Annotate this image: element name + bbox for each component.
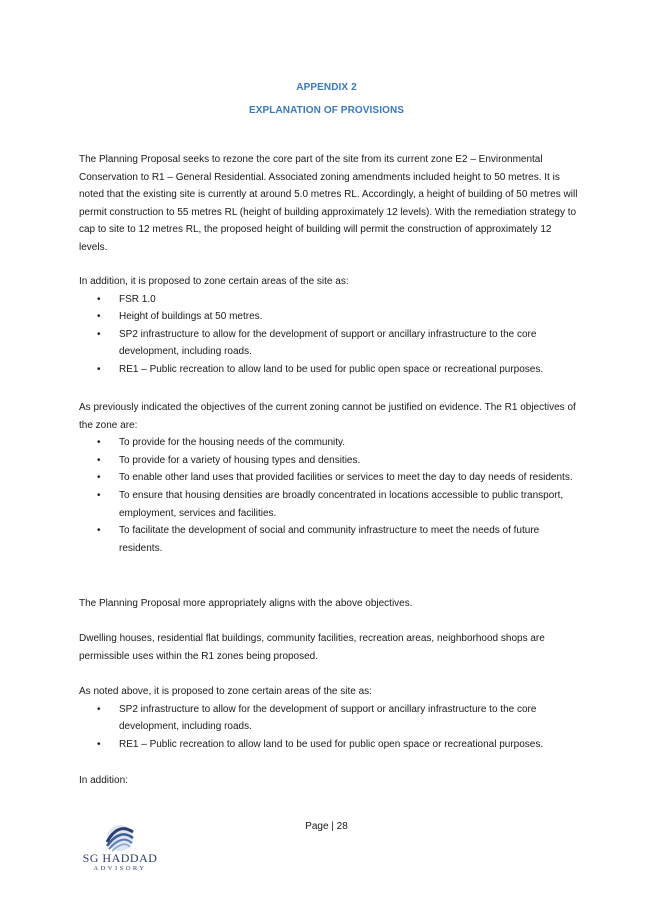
logo-main-text: SG HADDAD [82, 851, 158, 865]
list-item [79, 522, 579, 557]
appendix-heading: APPENDIX 2 [296, 82, 357, 93]
list-item [79, 308, 579, 326]
bullet-list-3 [79, 701, 579, 754]
bullet-icon: • [97, 703, 101, 715]
paragraph-text: As noted above, it is proposed to zone certain areas of the site as: [79, 686, 372, 697]
logo-wordmark [80, 852, 160, 873]
paragraph-text: Dwelling houses, residential flat buildings, community facilities, recreation areas, neighborhood shops are permissible uses within the R1 zones being proposed. [79, 633, 545, 662]
list-item [79, 469, 579, 487]
bullet-icon: • [97, 454, 101, 466]
bullet-list-1 [79, 291, 579, 379]
section-title: EXPLANATION OF PROVISIONS [248, 105, 405, 116]
list-item [79, 291, 579, 309]
list-item [79, 487, 579, 522]
list-item [79, 736, 579, 754]
paragraph-text: The Planning Proposal seeks to rezone the core part of the site from its current zone E2 – Environmental Conservation to R1 – General Residential. Associated zoning amendments included height to 50 metres. It is noted that the existing site is currently at around 5.0 metres RL. Accordingly, a height of building of 50 metres will permit construction to 55 metres RL (height of building approximately 12 levels). With the remediation strategy to cap to site to 12 metres RL, the proposed height of building will permit the construction of approximately 12 levels. [79, 154, 578, 253]
paragraph-2-block [79, 273, 579, 379]
paragraph-4 [79, 595, 579, 613]
list-item [79, 326, 579, 361]
paragraph-text: As previously indicated the objectives of the current zoning cannot be justified on evidence. The R1 objectives of the zone are: [79, 402, 576, 431]
bullet-icon: • [97, 472, 101, 484]
list-item [79, 361, 579, 379]
list-item-text: To enable other land uses that provided facilities or services to meet the day to day needs of residents. [119, 472, 573, 484]
list-item-text: To facilitate the development of social and community infrastructure to meet the needs of future residents. [119, 525, 540, 554]
list-item-text: To ensure that housing densities are broadly concentrated in locations accessible to public transport, employment, services and facilities. [119, 489, 564, 519]
list-item-text: SP2 infrastructure to allow for the development of support or ancillary infrastructure to the core development, including roads. [119, 703, 537, 733]
list-item-text: To provide for a variety of housing types and densities. [119, 454, 361, 466]
list-item-text: RE1 – Public recreation to allow land to be used for public open space or recreational purposes. [119, 363, 544, 375]
list-item [79, 434, 579, 452]
paragraph-text: In addition: [79, 775, 128, 786]
bullet-icon: • [97, 363, 101, 375]
list-item-text: SP2 infrastructure to allow for the development of support or ancillary infrastructure to the core development, including roads. [119, 328, 537, 358]
bullet-icon: • [97, 525, 101, 537]
paragraph-7 [79, 772, 579, 790]
bullet-icon: • [97, 738, 101, 750]
paragraph-3-block [79, 399, 579, 557]
logo-sub-text: ADVISORY [93, 865, 147, 872]
list-item [79, 452, 579, 470]
paragraph-1 [79, 151, 579, 257]
paragraph-text: The Planning Proposal more appropriately aligns with the above objectives. [79, 598, 413, 609]
page-number: Page | 28 [305, 821, 348, 832]
bullet-icon: • [97, 293, 101, 305]
bullet-icon: • [97, 328, 101, 340]
list-item-text: RE1 – Public recreation to allow land to be used for public open space or recreational purposes. [119, 738, 544, 750]
list-item-text: Height of buildings at 50 metres. [119, 311, 263, 323]
paragraph-text: In addition, it is proposed to zone certain areas of the site as: [79, 276, 349, 287]
bullet-icon: • [97, 437, 101, 449]
bullet-list-2 [79, 434, 579, 557]
bullet-icon: • [97, 311, 101, 323]
list-item-text: FSR 1.0 [119, 293, 156, 305]
paragraph-6-block [79, 683, 579, 753]
bullet-icon: • [97, 489, 101, 501]
paragraph-5 [79, 630, 579, 665]
list-item [79, 701, 579, 736]
list-item-text: To provide for the housing needs of the community. [119, 437, 346, 449]
